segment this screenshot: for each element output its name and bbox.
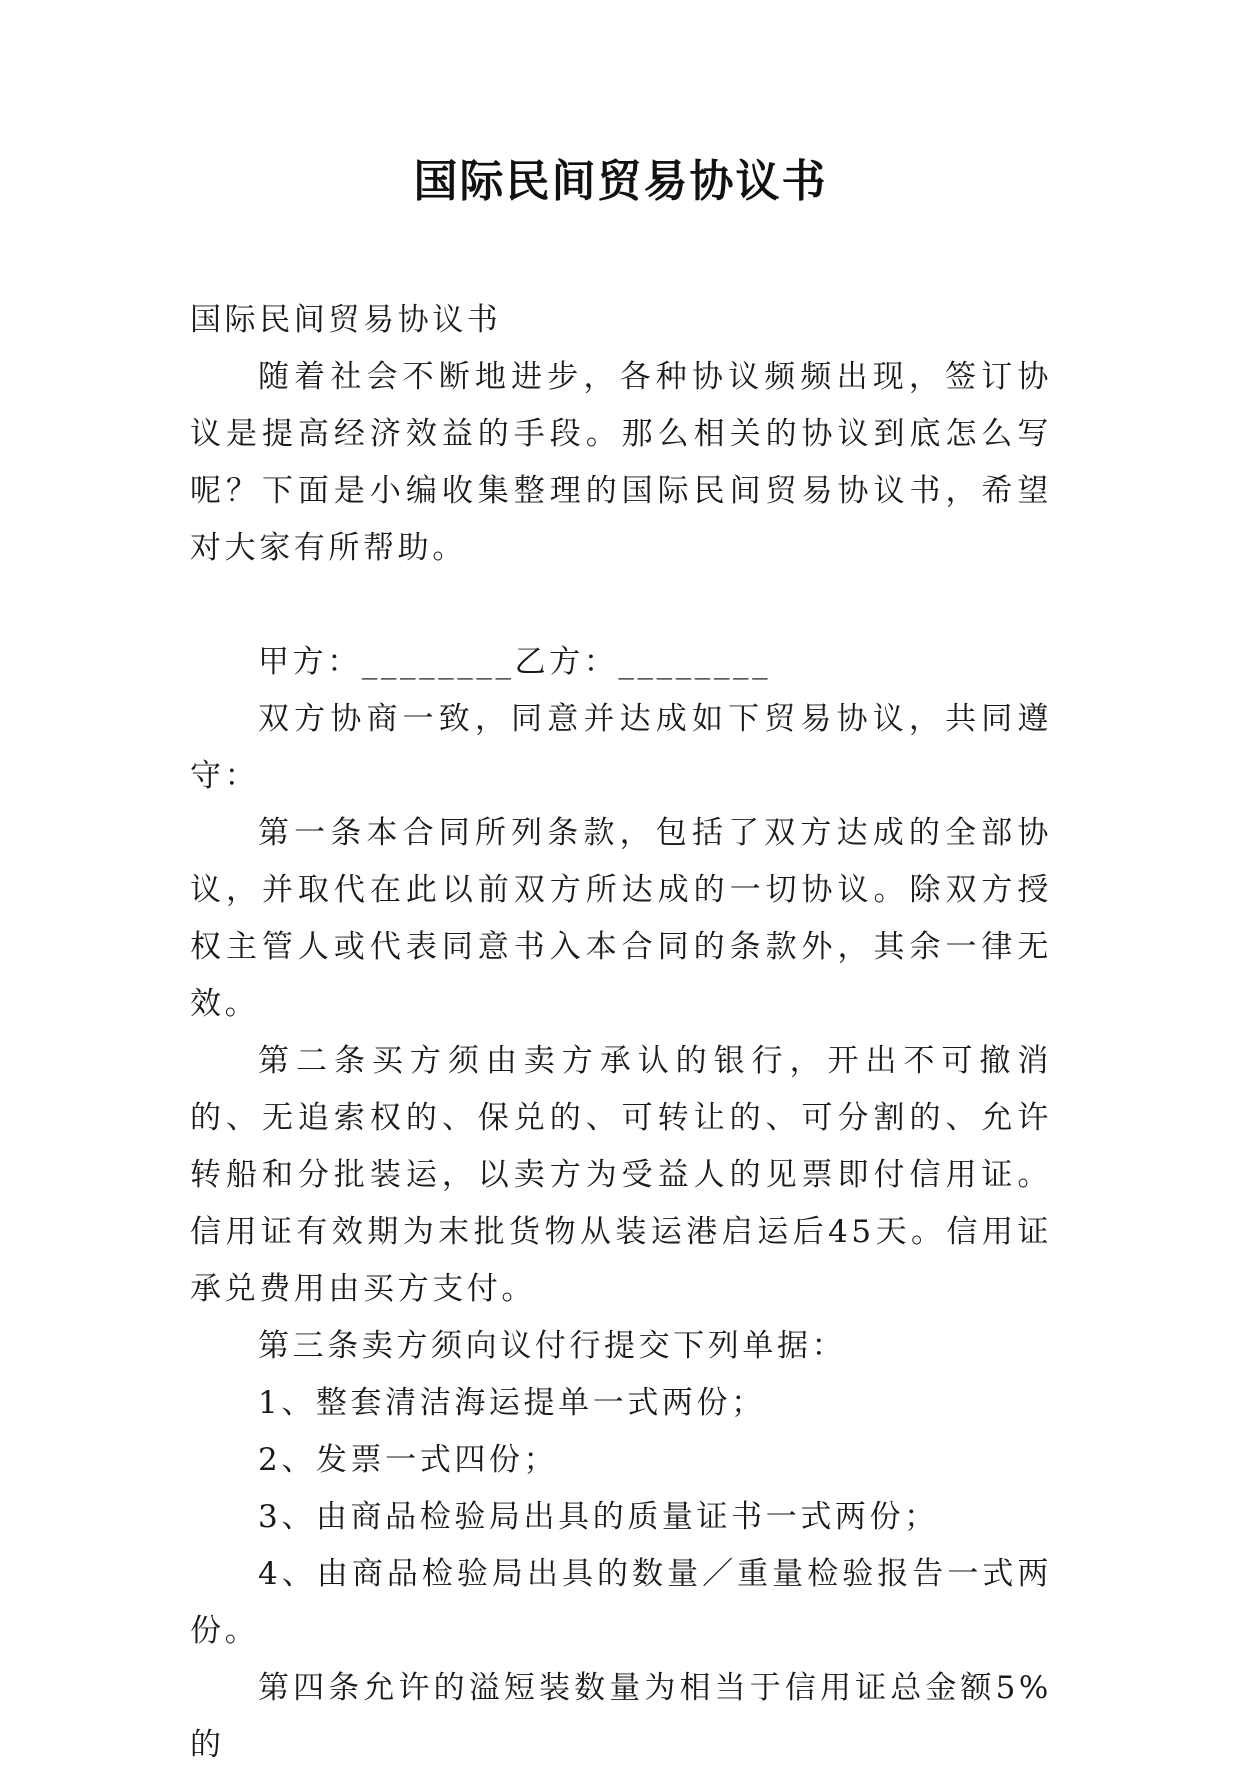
article-4-paragraph: 第四条允许的溢短装数量为相当于信用证总金额5%的 [190,1670,1052,1763]
blank-line [190,577,1052,634]
parties-line: 甲方：________乙方：________ [258,644,772,680]
subtitle-paragraph: 国际民间贸易协议书 [190,302,502,338]
list-item-2: 2、发票一式四份； [258,1442,559,1478]
document-title: 国际民间贸易协议书 [413,156,828,207]
article-1-paragraph: 第一条本合同所列条款，包括了双方达成的全部协议，并取代在此以前双方所达成的一切协议。除双方授权主管人或代表同意书入本合同的条款外，其余一律无效。 [190,815,1052,1022]
article-2-paragraph: 第二条买方须由卖方承认的银行，开出不可撤消的、无追索权的、保兑的、可转让的、可分割的、允许转船和分批装运，以卖方为受益人的见票即付信用证。信用证有效期为末批货物从装运港启运后45天。信用证承兑费用由买方支付。 [190,1043,1052,1307]
list-item-1: 1、整套清洁海运提单一式两份； [258,1385,766,1421]
agreement-paragraph: 双方协商一致，同意并达成如下贸易协议，共同遵守： [190,701,1052,794]
intro-paragraph: 随着社会不断地进步，各种协议频频出现，签订协议是提高经济效益的手段。那么相关的协议到底怎么写呢？下面是小编收集整理的国际民间贸易协议书，希望对大家有所帮助。 [190,359,1052,566]
document-body [190,292,1052,1774]
list-item-3: 3、由商品检验局出具的质量证书一式两份； [258,1499,939,1535]
article-3-paragraph: 第三条卖方须向议付行提交下列单据： [258,1328,847,1364]
list-item-4: 4、由商品检验局出具的数量／重量检验报告一式两份。 [190,1556,1052,1649]
